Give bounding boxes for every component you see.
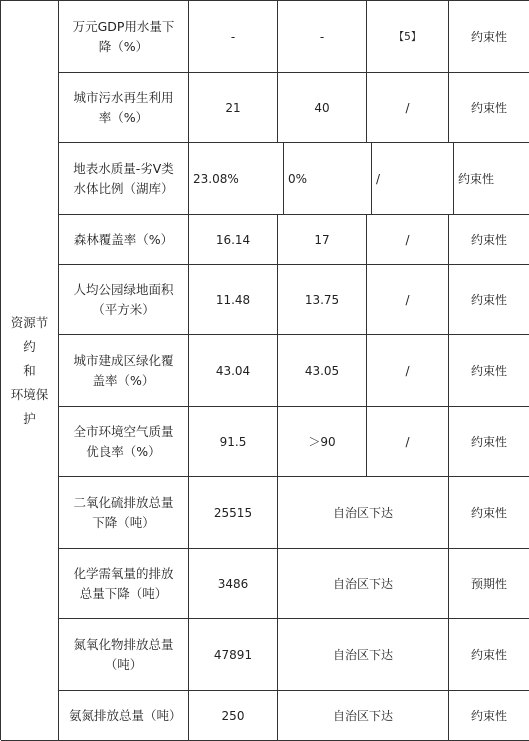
avg-growth-cell: / [367, 407, 449, 477]
category-cell [1, 1, 59, 741]
item-cell: 万元GDP用水量下降（%） [59, 1, 189, 73]
item-cell: 全市环境空气质量优良率（%） [59, 407, 189, 477]
attribute-cell: 约束性 [454, 143, 529, 215]
target-value-cell: 自治区下达 [278, 549, 449, 619]
avg-growth-cell: / [367, 265, 449, 335]
attribute-cell: 约束性 [449, 215, 529, 265]
target-value-cell: 13.75 [278, 265, 367, 335]
avg-growth-cell: 【5】 [367, 1, 449, 73]
base-value-cell: 11.48 [189, 265, 278, 335]
attribute-cell: 约束性 [449, 335, 529, 407]
base-value-cell: 3486 [189, 549, 278, 619]
target-value-cell: 自治区下达 [278, 691, 449, 741]
attribute-cell: 约束性 [449, 73, 529, 143]
base-value-cell: 43.04 [189, 335, 278, 407]
category-line: 约 [23, 338, 36, 354]
target-value-cell: 17 [278, 215, 367, 265]
avg-growth-cell: / [367, 215, 449, 265]
item-cell: 氮氧化物排放总量（吨） [59, 619, 189, 691]
attribute-cell: 预期性 [449, 549, 529, 619]
target-value-cell: 43.05 [278, 335, 367, 407]
item-cell: 人均公园绿地面积（平方米） [59, 265, 189, 335]
category-line: 和 [23, 362, 36, 378]
target-value-cell: 自治区下达 [278, 477, 449, 549]
base-value-cell: - [189, 1, 278, 73]
item-cell: 地表水质量-劣Ⅴ类水体比例（湖库） [59, 143, 189, 215]
base-value-cell: 91.5 [189, 407, 278, 477]
category-line: 资源节 [10, 314, 49, 330]
base-value-cell: 16.14 [189, 215, 278, 265]
item-cell: 氨氮排放总量（吨） [59, 691, 189, 741]
category-line: 护 [23, 410, 36, 426]
base-value-cell: 21 [189, 73, 278, 143]
target-value-cell: 40 [278, 73, 367, 143]
category-line: 环境保 [10, 386, 49, 402]
base-value-cell: 23.08% [189, 143, 284, 215]
target-value-cell: 0% [284, 143, 372, 215]
item-cell: 二氧化硫排放总量下降（吨） [59, 477, 189, 549]
avg-growth-cell: / [367, 73, 449, 143]
attribute-cell: 约束性 [449, 265, 529, 335]
item-cell: 化学需氧量的排放总量下降（吨） [59, 549, 189, 619]
base-value-cell: 47891 [189, 619, 278, 691]
attribute-cell: 约束性 [449, 1, 529, 73]
target-value-cell: 自治区下达 [278, 619, 449, 691]
attribute-cell: 约束性 [449, 619, 529, 691]
base-value-cell: 250 [189, 691, 278, 741]
attribute-cell: 约束性 [449, 477, 529, 549]
avg-growth-cell: / [367, 335, 449, 407]
item-cell: 城市建成区绿化覆盖率（%） [59, 335, 189, 407]
base-value-cell: 25515 [189, 477, 278, 549]
item-cell: 森林覆盖率（%） [59, 215, 189, 265]
item-cell: 城市污水再生利用率（%） [59, 73, 189, 143]
attribute-cell: 约束性 [449, 407, 529, 477]
avg-growth-cell: / [372, 143, 454, 215]
target-value-cell: ＞90 [278, 407, 367, 477]
target-value-cell: - [278, 1, 367, 73]
attribute-cell: 约束性 [449, 691, 529, 741]
